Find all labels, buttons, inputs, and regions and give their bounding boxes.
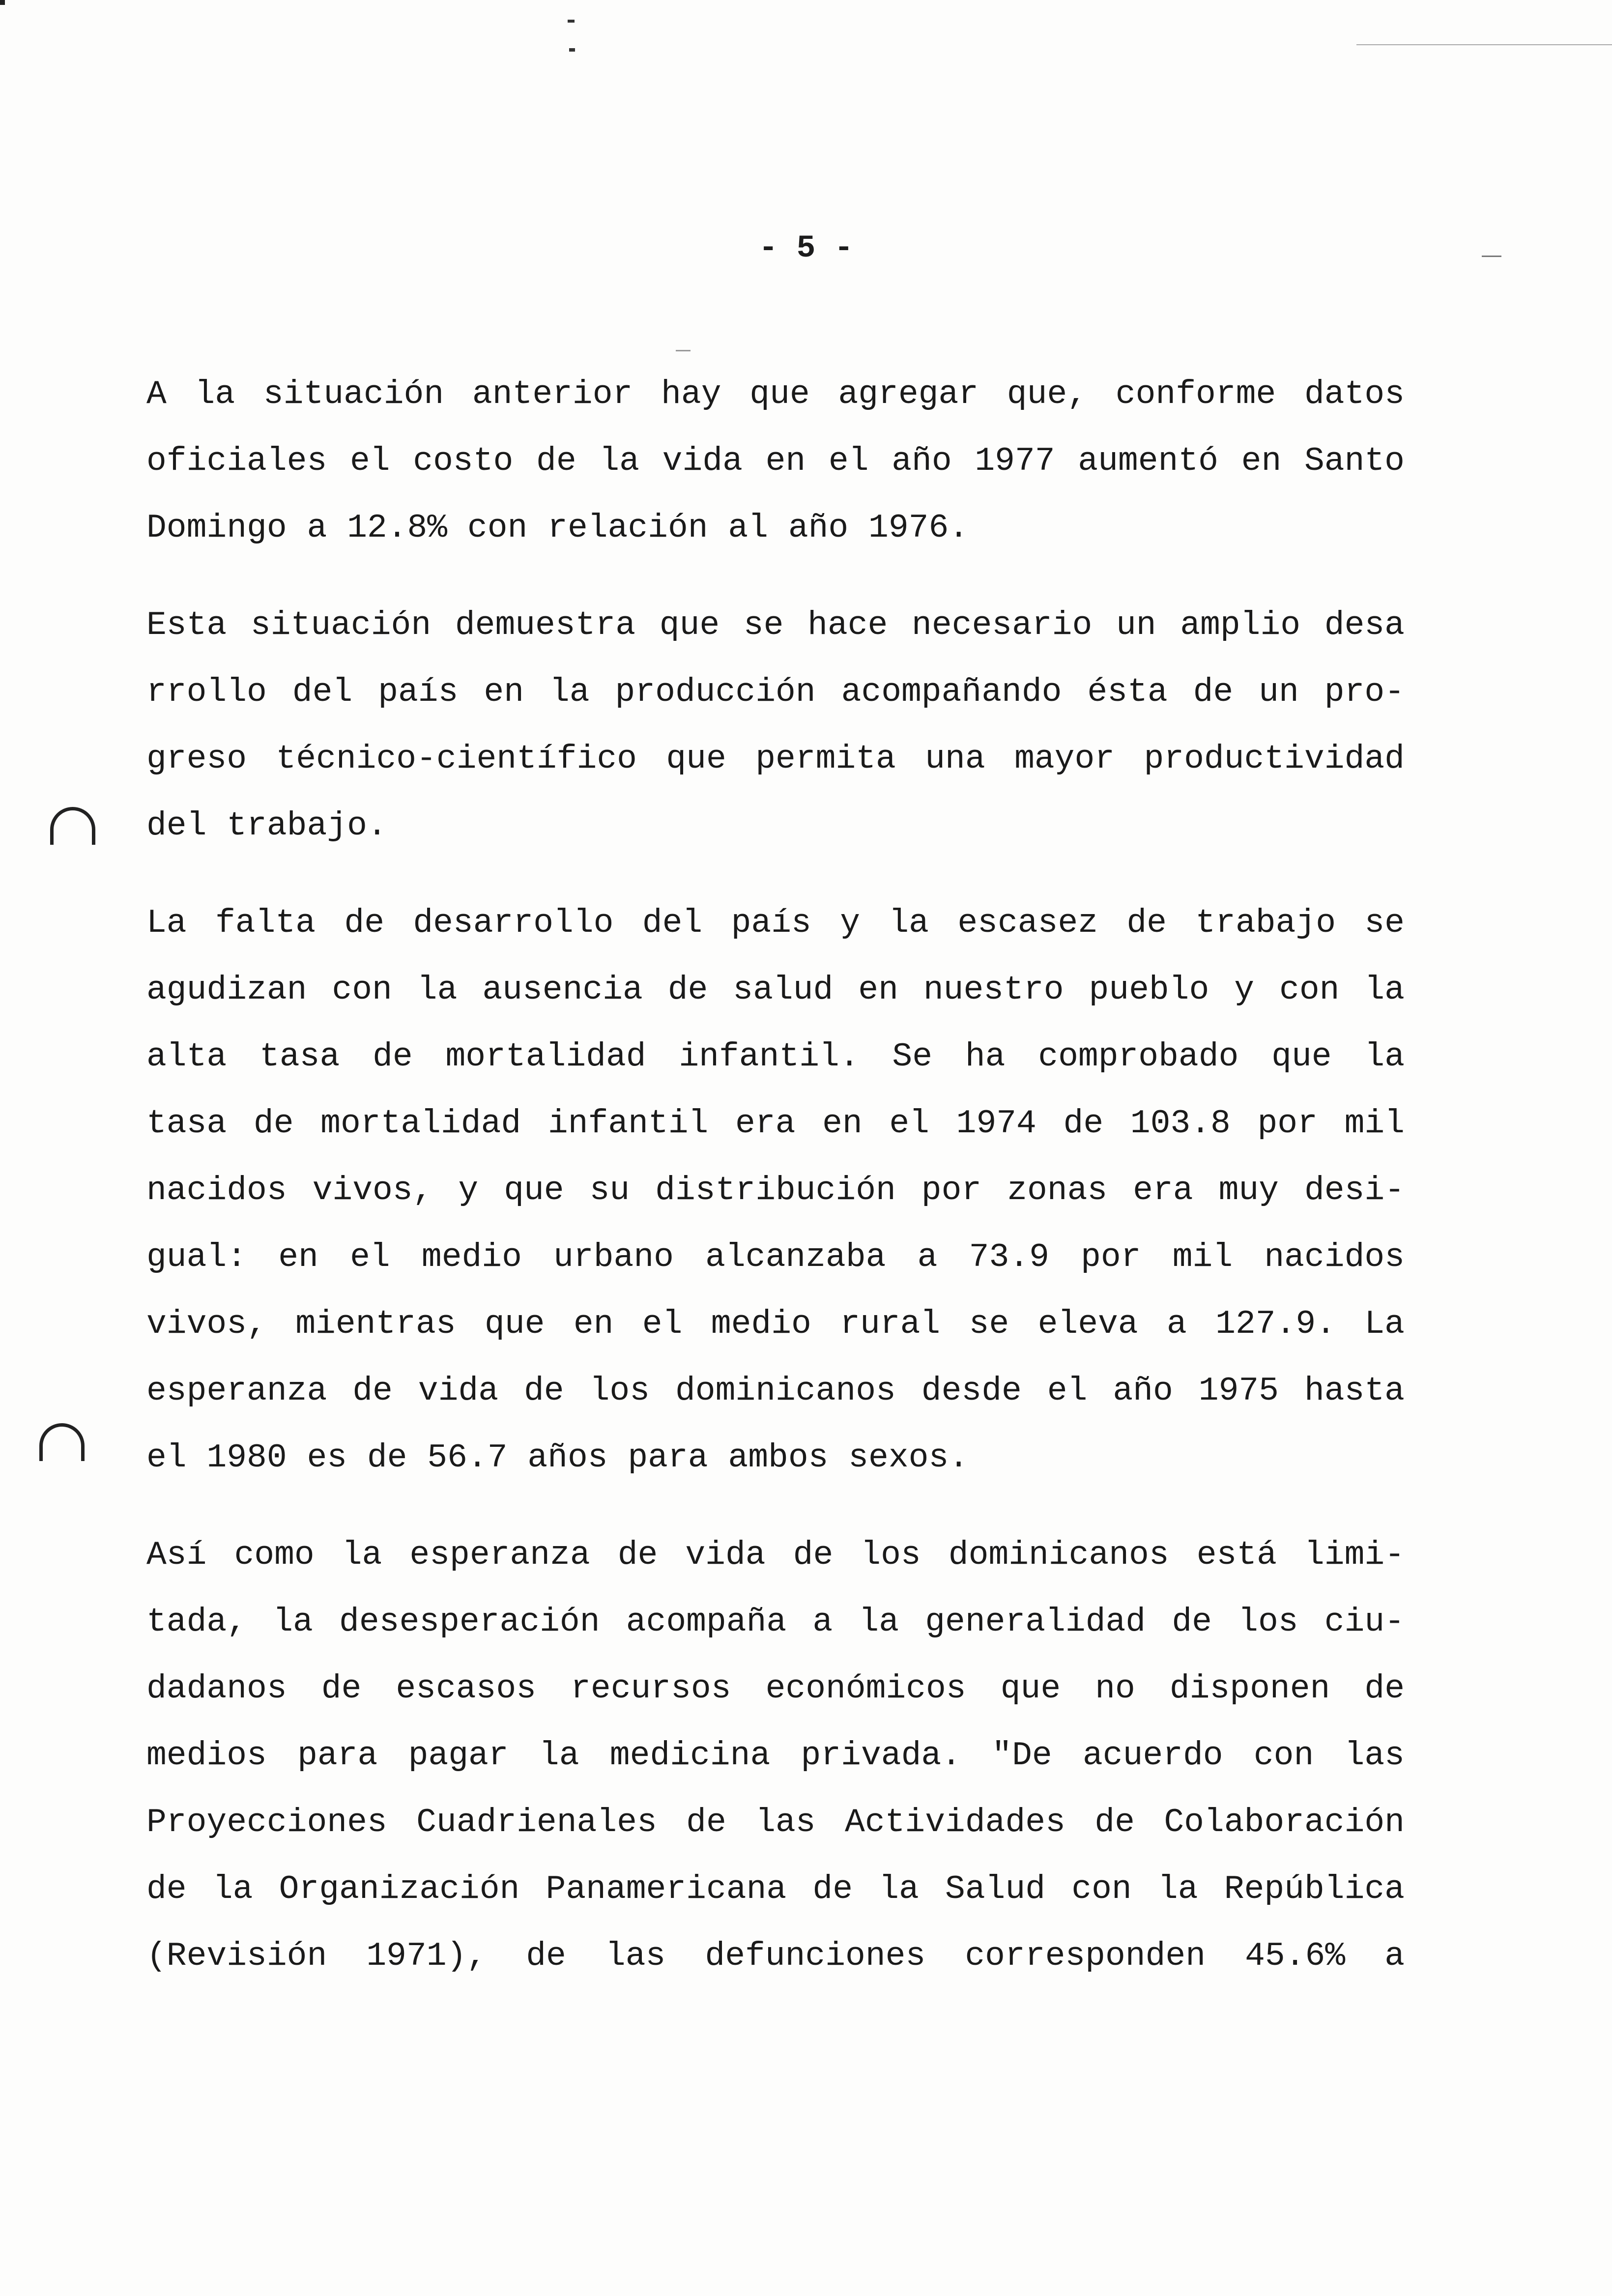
scan-speck [569,48,575,52]
scan-speck [0,0,5,5]
text-line: Proyecciones Cuadrienales de las Actividades de Colaboración [146,1804,1405,1841]
text-line: gual: en el medio urbano alcanzaba a 73.9 por mil nacidos [146,1238,1405,1276]
paragraph [146,592,1405,860]
page-number: - 5 - [758,231,854,266]
text-line: tada, la desesperación acompaña a la generalidad de los ciu- [146,1603,1405,1641]
text-line: alta tasa de mortalidad infantil. Se ha comprobado que la [146,1038,1405,1076]
scan-edge-line [1356,44,1612,45]
paragraph [146,1522,1405,1990]
text-line: del trabajo. [146,807,387,845]
text-line: esperanza de vida de los dominicanos desde el año 1975 hasta [146,1372,1405,1410]
text-line: Domingo a 12.8% con relación al año 1976. [146,509,969,547]
text-line: dadanos de escasos recursos económicos que no disponen de [146,1670,1405,1708]
text-line: Así como la esperanza de vida de los dominicanos está limi- [146,1536,1405,1574]
text-line: greso técnico-científico que permita una mayor productividad [146,740,1405,778]
text-line: Esta situación demuestra que se hace necesario un amplio desa [146,606,1405,644]
text-line: La falta de desarrollo del país y la escasez de trabajo se [146,904,1405,942]
scan-speck [568,20,575,23]
text-line: medios para pagar la medicina privada. "De acuerdo con las [146,1737,1405,1775]
text-line: A la situación anterior hay que agregar que, conforme datos [146,375,1405,413]
binder-hole-mark [50,807,95,845]
text-line: (Revisión 1971), de las defunciones corresponden 45.6% a [146,1937,1405,1975]
text-line: oficiales el costo de la vida en el año 1977 aumentó en Santo [146,442,1405,480]
scan-speck [676,350,691,351]
text-line: rrollo del país en la producción acompañando ésta de un pro- [146,673,1405,711]
text-line: el 1980 es de 56.7 años para ambos sexos. [146,1439,969,1477]
paragraph [146,890,1405,1492]
text-line: nacidos vivos, y que su distribución por zonas era muy desi- [146,1172,1405,1209]
document-body [146,361,1405,2020]
scan-speck [1482,256,1501,257]
text-line: tasa de mortalidad infantil era en el 1974 de 103.8 por mil [146,1105,1405,1143]
text-line: agudizan con la ausencia de salud en nuestro pueblo y con la [146,971,1405,1009]
text-line: de la Organización Panamericana de la Salud con la República [146,1870,1405,1908]
text-line: vivos, mientras que en el medio rural se eleva a 127.9. La [146,1305,1405,1343]
binder-hole-mark [39,1423,85,1461]
paragraph [146,361,1405,562]
